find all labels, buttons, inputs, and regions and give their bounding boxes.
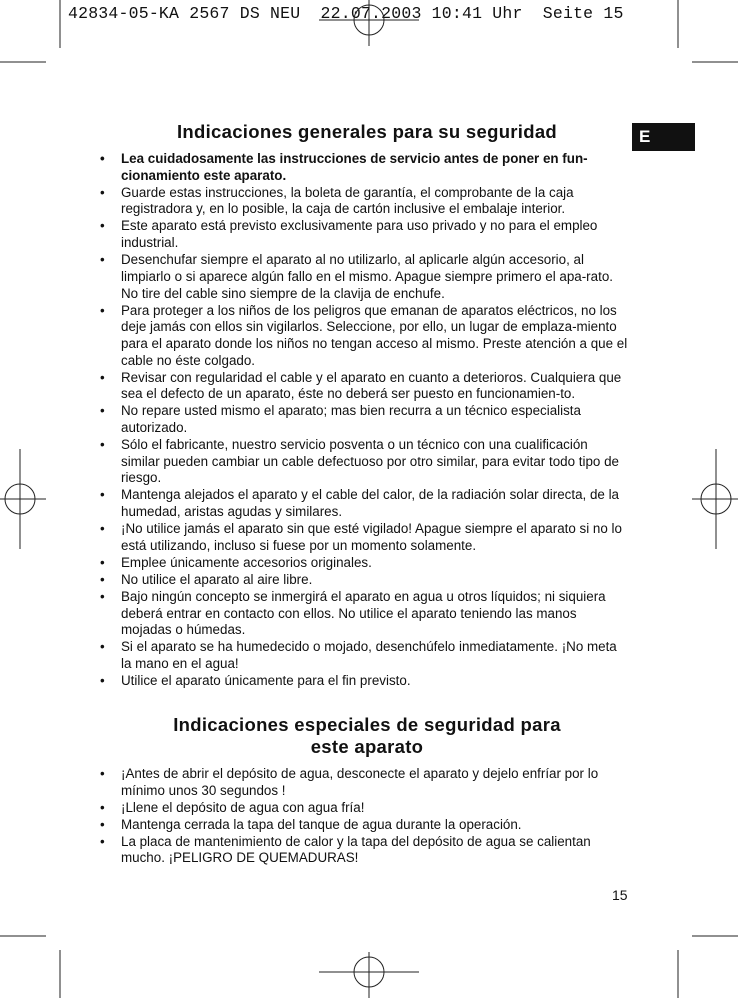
list-item: • Para proteger a los niños de los peligros que emanan de aparatos eléctricos, no los deje jamás con ellos sin vigilarlos. Seleccione, por ello, un lugar de emplaza-miento para el aparato donde los niños no tengan acceso al mismo. Preste atención a que el cable no éste colgado. [100, 302, 628, 368]
list-item: • ¡Llene el depósito de agua con agua fría! [100, 799, 365, 815]
registration-mark-bottom [319, 952, 419, 998]
print-header: 42834-05-KA 2567 DS NEU 22.07.2003 10:41 Uhr Seite 15 [68, 4, 624, 23]
list-item: • No repare usted mismo el aparato; mas bien recurra a un técnico especialista autorizado. [100, 403, 581, 436]
section-title-general: Indicaciones generales para su seguridad [176, 121, 558, 142]
special-safety-list [100, 766, 630, 867]
section-title-special-line1: Indicaciones especiales de seguridad para [173, 714, 561, 735]
list-item: • Desenchufar siempre el aparato al no utilizarlo, al aplicarle algún accesorio, al limpiarlo o si aparece algún fallo en el mismo. Apague siempre primero el apa-rato. No tire del cable sino siempre de la clavija de enchufe. [100, 252, 613, 301]
list-item: • Mantenga cerrada la tapa del tanque de agua durante la operación. [100, 816, 522, 832]
language-tab-label: E [639, 127, 651, 146]
registration-mark-right [692, 449, 738, 549]
list-item: • Bajo ningún concepto se inmergirá el aparato en agua u otros líquidos; ni siquiera deberá entrar en contacto con ellos. No utilice el aparato teniendo las manos mojadas o húmedas. [100, 588, 606, 638]
registration-mark-top [319, 0, 419, 46]
registration-mark-left [0, 449, 46, 549]
section-title-special [100, 714, 634, 758]
list-item: • Utilice el aparato únicamente para el fin previsto. [100, 672, 411, 688]
list-item: • Emplee únicamente accesorios originales. [100, 554, 372, 570]
list-item: • Este aparato está previsto exclusivamente para uso privado y no para el empleo industrial. [100, 218, 598, 251]
page-number: 15 [612, 887, 628, 903]
list-item: • Mantenga alejados el aparato y el cable del calor, de la radiación solar directa, de la humedad, aristas agudas y similares. [100, 487, 619, 520]
list-item: • ¡Antes de abrir el depósito de agua, desconecte el aparato y dejelo enfríar por lo mínimo unos 30 segundos ! [100, 766, 599, 798]
list-item: • Sólo el fabricante, nuestro servicio posventa o un técnico con una cualificación similar pueden cambiar un cable defectuoso por otro similar, para evitar todo tipo de riesgo. [100, 437, 619, 486]
list-item: • ¡No utilice jamás el aparato sin que esté vigilado! Apague siempre el aparato si no lo está utilizando, incluso si fuese por un momento solamente. [100, 521, 622, 553]
language-tab [632, 123, 695, 151]
general-safety-list [100, 151, 630, 690]
list-item: • Si el aparato se ha humedecido o mojado, desenchúfelo inmediatamente. ¡No meta la mano en el agua! [100, 639, 617, 671]
list-item: • Lea cuidadosamente las instrucciones de servicio antes de poner en fun-cionamiento este aparato. [100, 151, 588, 183]
list-item: • Revisar con regularidad el cable y el aparato en cuanto a deterioros. Cualquiera que sea el defecto de un aparato, éste no deberá ser puesto en funcionamien-to. [100, 369, 622, 402]
list-item: • No utilice el aparato al aire libre. [100, 571, 313, 587]
list-item: • Guarde estas instrucciones, la boleta de garantía, el comprobante de la caja registradora y, en lo posible, la caja de cartón inclusive el embalaje interior. [100, 184, 574, 217]
section-title-special-line2: este aparato [310, 736, 424, 757]
list-item: • La placa de mantenimiento de calor y la tapa del depósito de agua se calientan mucho. ¡PELIGRO DE QUEMADURAS! [100, 833, 591, 866]
